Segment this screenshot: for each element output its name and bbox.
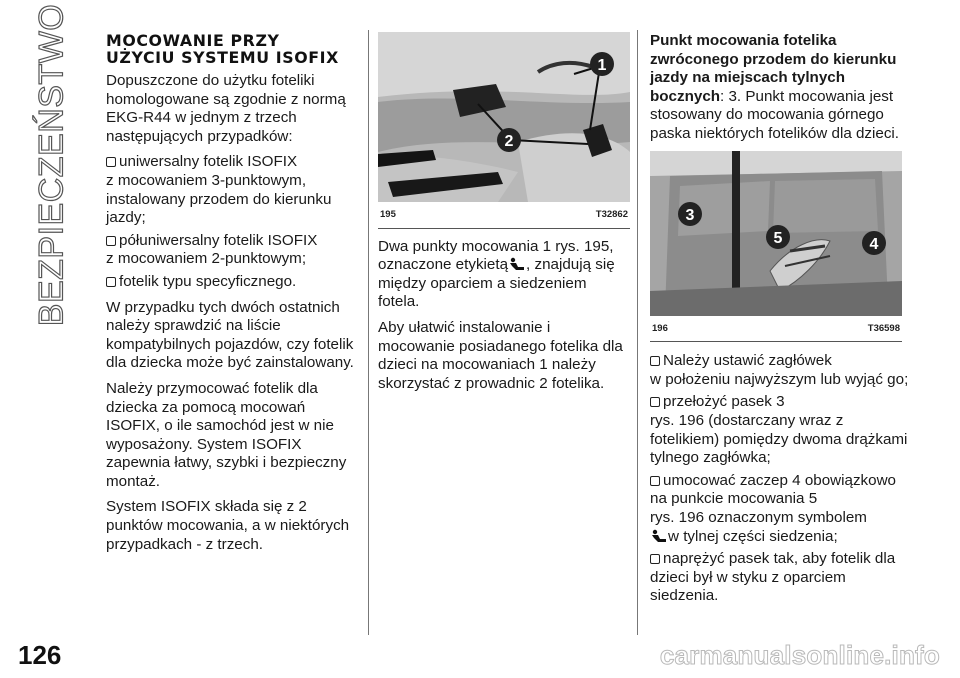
figure-195 [378, 32, 630, 229]
intro-paragraph: Dopuszczone do użytku foteliki homologowane są zgodnie z normą EKG-R44 w jednym z trzech następujących przypadków: [106, 72, 346, 145]
paragraph: Punkt mocowania fotelika zwróconego przodem do kierunku jazdy na miejscach tylnych bocznych: 3. Punkt mocowania jest stosowany do mocowania górnego paska niektórych fotelików dla dzieci. [650, 32, 900, 142]
callout-3: 3 [685, 206, 695, 224]
list-item: umocować zaczep 4 obowiązkowo na punkcie mocowania 5 rys. 196 oznaczonym symbolem w tylnej części siedzenia; [650, 471, 896, 545]
callout-4: 4 [869, 235, 879, 253]
checkbox-bullet-icon [106, 236, 116, 246]
paragraph: W przypadku tych dwóch ostatnich należy sprawdzić na liście kompatybilnych pojazdów, czy fotelik dla dziecka może być zainstalowany. [106, 298, 354, 372]
side-section-title: BEZPIECZEŃSTWO [32, 3, 71, 327]
list-item: półuniwersalny fotelik ISOFIX z mocowaniem 2-punktowym; [106, 231, 318, 268]
paragraph: Należy przymocować fotelik dla dziecka za pomocą mocowań ISOFIX, o ile samochód jest w nie wyposażony. System ISOFIX zapewnia łatwy, szybki i bezpieczny montaż. [106, 379, 347, 490]
watermark: carmanualsonline.info [659, 640, 940, 670]
column-left [106, 32, 358, 561]
figure-caption: 195 T32862 [380, 209, 628, 220]
column-middle [378, 32, 630, 400]
list-item: przełożyć pasek 3 rys. 196 (dostarczany wraz z fotelikiem) pomiędzy dwoma drążkami tylnego zagłówka; [650, 393, 908, 467]
list-item: Należy ustawić zagłówek w położeniu najwyższym lub wyjąć go; [650, 352, 909, 388]
child-seat-symbol-icon [650, 529, 668, 543]
checkbox-bullet-icon [106, 277, 116, 287]
callout-1: 1 [597, 57, 607, 74]
top-tether-photo [650, 151, 902, 316]
list-item: naprężyć pasek tak, aby fotelik dla dzieci był w styku z oparciem siedzenia. [650, 550, 896, 605]
column-right [650, 32, 912, 610]
isofix-anchor-photo [378, 32, 630, 202]
list-item: uniwersalny fotelik ISOFIX z mocowaniem 3-punktowym, instalowany przodem do kierunku jazdy; [106, 153, 332, 227]
page-number: 126 [18, 640, 62, 670]
child-seat-symbol-icon [508, 257, 526, 271]
column-divider [637, 30, 638, 635]
callout-2: 2 [504, 133, 514, 150]
figure-196 [650, 151, 902, 343]
paragraph: System ISOFIX składa się z 2 punktów mocowania, a w niektórych przypadkach - z trzech. [106, 498, 350, 553]
checkbox-bullet-icon [650, 476, 660, 486]
checkbox-bullet-icon [106, 157, 116, 167]
checkbox-bullet-icon [650, 356, 660, 366]
caption-rule [650, 341, 902, 342]
checkbox-bullet-icon [650, 397, 660, 407]
list-item: fotelik typu specyficznego. [106, 273, 358, 292]
caption-rule [378, 228, 630, 229]
column-divider [368, 30, 369, 635]
callout-5: 5 [773, 229, 783, 247]
section-heading: MOCOWANIE PRZY UŻYCIU SYSTEMU ISOFIX [106, 31, 339, 67]
paragraph: Dwa punkty mocowania 1 rys. 195, oznaczone etykietą , znajdują się między oparciem a siedzeniem fotela. [378, 237, 615, 311]
paragraph: Aby ułatwić instalowanie i mocowanie posiadanego fotelika dla dzieci na mocowaniach 1 należy skorzystać z prowadnic 2 fotelika. [378, 318, 623, 392]
checkbox-bullet-icon [650, 554, 660, 564]
figure-caption: 196 T36598 [652, 322, 900, 334]
